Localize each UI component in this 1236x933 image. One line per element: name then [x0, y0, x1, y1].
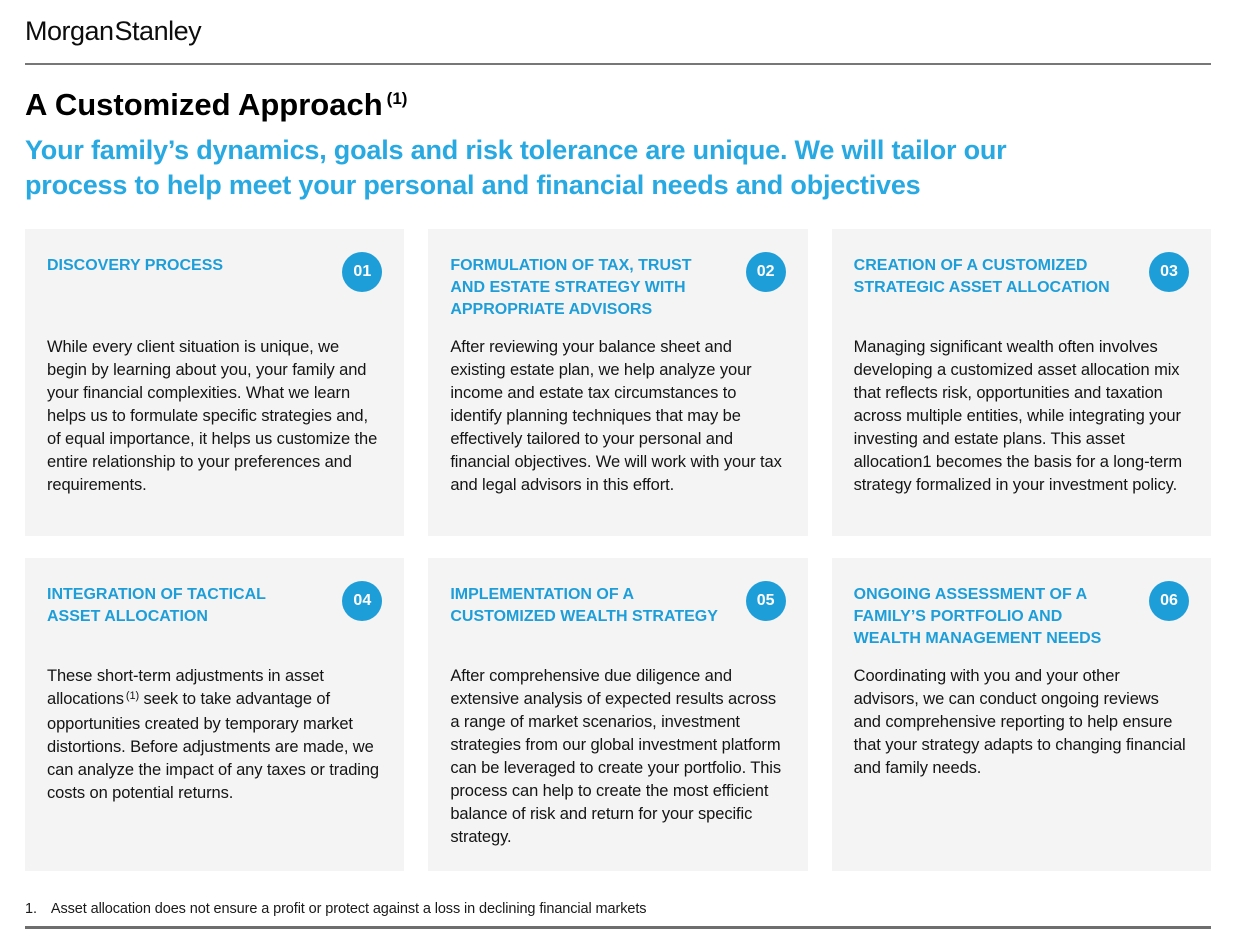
morgan-stanley-logo: Morgan Stanley	[25, 16, 202, 46]
card-body-text: After reviewing your balance sheet and existing estate plan, we help analyze your income and estate tax circumstances to identify planning techniques that may be effectively tailored to your personal and financial objectives. We will work with your tax and legal advisors in this effort.	[450, 338, 782, 494]
card-body	[450, 336, 785, 499]
card-discovery-process	[25, 229, 404, 536]
step-number-badge: 02	[746, 252, 786, 292]
subtitle-line-2: process to help meet your personal and financial needs and objectives	[25, 170, 921, 200]
card-header	[854, 252, 1189, 336]
card-tactical-asset-allocation	[25, 558, 404, 871]
card-title: DISCOVERY PROCESS	[47, 257, 224, 274]
card-header	[854, 581, 1189, 665]
page-title-text: A Customized Approach	[25, 87, 383, 122]
card-body	[47, 336, 382, 499]
process-cards-grid	[25, 229, 1211, 871]
footnote-number: 1.	[25, 901, 37, 917]
card-body-text-cont: seek to take advantage of opportunities created by temporary market distortions. Before adjustments are made, we can analyze the impact of any taxes or trading costs on potential returns.	[47, 690, 380, 802]
card-body	[854, 665, 1189, 782]
card-body	[47, 665, 382, 805]
card-body-text: While every client situation is unique, we begin by learning about you, your family and your financial complexities. What we learn helps us to formulate specific strategies and, of equal importance, it helps us customize the entire relationship to your preferences and requirements.	[47, 338, 378, 494]
card-ongoing-assessment	[832, 558, 1211, 871]
card-body	[450, 665, 785, 851]
card-body-text: Coordinating with you and your other advisors, we can conduct ongoing reviews and comprehensive reporting to help ensure that your strategy adapts to changing financial and family needs.	[853, 667, 1186, 777]
step-number-badge: 01	[342, 252, 382, 292]
card-title: ONGOING ASSESSMENT OF A FAMILY’S PORTFOLIO AND WEALTH MANAGEMENT NEEDS	[853, 586, 1102, 647]
step-number-badge: 04	[342, 581, 382, 621]
card-header	[450, 252, 785, 336]
card-body-text: After comprehensive due diligence and extensive analysis of expected results across a range of market scenarios, investment strategies from our global investment platform can be leveraged to create your portfolio. This process can help to create the most efficient balance of risk and return for your specific strategy.	[450, 667, 782, 846]
header-divider	[25, 63, 1211, 65]
card-wealth-strategy-implementation	[428, 558, 807, 871]
card-title: FORMULATION OF TAX, TRUST AND ESTATE STRATEGY WITH APPROPRIATE ADVISORS	[450, 257, 692, 318]
footnote-ref: (1)	[125, 690, 140, 702]
card-strategic-asset-allocation	[832, 229, 1211, 536]
card-header	[47, 252, 382, 336]
card-title: CREATION OF A CUSTOMIZED STRATEGIC ASSET ALLOCATION	[853, 257, 1110, 296]
subtitle-line-1: Your family’s dynamics, goals and risk tolerance are unique. We will tailor our	[25, 135, 1007, 165]
card-body	[854, 336, 1189, 499]
card-body-text: Managing significant wealth often involves developing a customized asset allocation mix that reflects risk, opportunities and taxation across multiple entities, while integrating your investing and estate plans. This asset allocation1 becomes the basis for a long-term strategy formalized in your investment policy.	[853, 338, 1183, 494]
footnote	[25, 901, 1211, 917]
card-title: INTEGRATION OF TACTICAL ASSET ALLOCATION	[47, 586, 266, 625]
card-title: IMPLEMENTATION OF A CUSTOMIZED WEALTH STRATEGY	[450, 586, 718, 625]
page-title	[25, 87, 1211, 123]
step-number-badge: 03	[1149, 252, 1189, 292]
step-number-badge: 06	[1149, 581, 1189, 621]
page-title-footnote-ref: (1)	[386, 89, 408, 108]
page-subtitle	[25, 133, 1211, 203]
card-header	[450, 581, 785, 665]
footnote-text: Asset allocation does not ensure a profit or protect against a loss in declining financial markets	[50, 901, 647, 917]
card-body-text: These short-term adjustments in asset allocations	[47, 667, 324, 708]
card-tax-trust-estate-strategy	[428, 229, 807, 536]
card-header	[47, 581, 382, 665]
step-number-badge: 05	[746, 581, 786, 621]
footer-divider	[25, 926, 1211, 929]
